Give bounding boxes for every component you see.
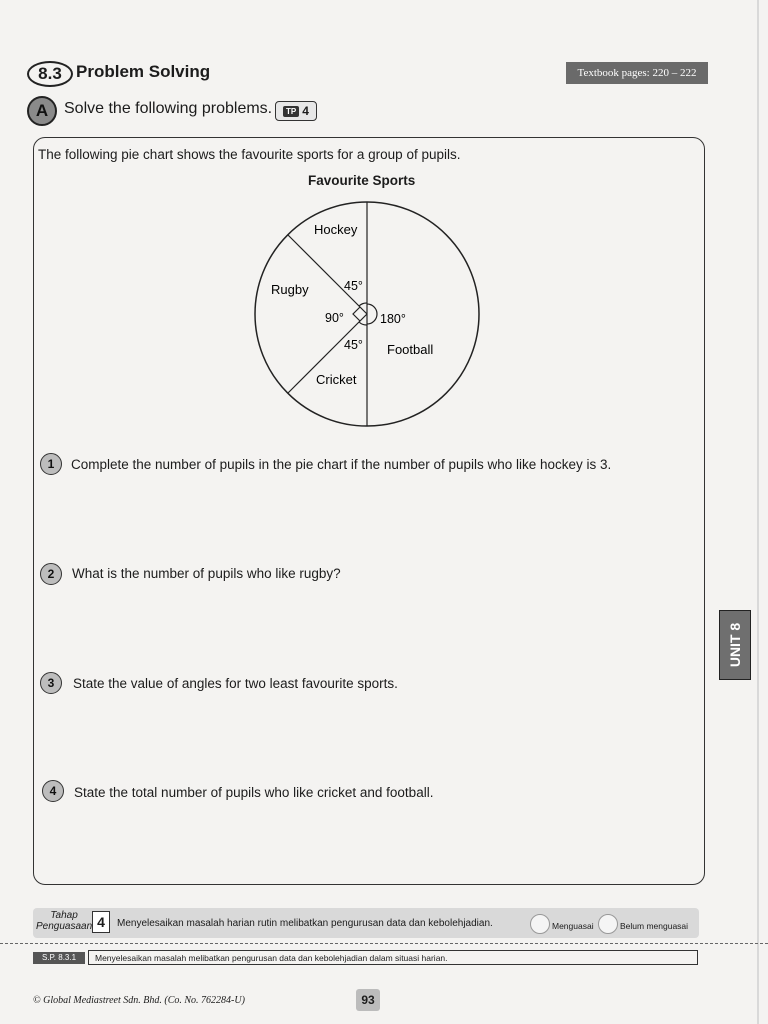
- mastery-level-description: Menyelesaikan masalah harian rutin melibatkan pengurusan data dan kebolehjadian.: [117, 918, 493, 929]
- question-2-text: What is the number of pupils who like rugby?: [72, 566, 341, 581]
- slice-label-football: Football: [387, 342, 434, 357]
- angle-label-hockey: 45°: [344, 279, 363, 293]
- page-number: 93: [356, 989, 380, 1011]
- menguasai-label: Menguasai: [552, 921, 594, 931]
- divider-hockey-rugby: [288, 235, 367, 314]
- mastery-level-label-line1: Tahap: [50, 910, 78, 921]
- section-title: Problem Solving: [76, 62, 211, 81]
- question-3-text: State the value of angles for two least favourite sports.: [73, 676, 398, 691]
- sp-code-badge: S.P. 8.3.1: [33, 952, 85, 964]
- slice-label-hockey: Hockey: [314, 222, 358, 237]
- angle-label-rugby: 90°: [325, 311, 344, 325]
- section-number-badge: 8.3: [27, 61, 73, 87]
- question-4-text: State the total number of pupils who like cricket and football.: [74, 785, 434, 800]
- dashed-divider: [0, 943, 768, 944]
- slice-label-rugby: Rugby: [271, 282, 309, 297]
- chart-title: Favourite Sports: [308, 173, 416, 188]
- mastery-level-label-line2: Penguasaan: [36, 921, 93, 932]
- intro-text: The following pie chart shows the favourite sports for a group of pupils.: [38, 147, 461, 162]
- mastery-level-number: 4: [92, 911, 110, 933]
- tp-label: TP: [283, 106, 299, 117]
- slice-label-cricket: Cricket: [316, 372, 357, 387]
- menguasai-checkbox[interactable]: [530, 914, 550, 934]
- angle-arc-180: [367, 304, 377, 324]
- sp-description: Menyelesaikan masalah melibatkan pengurusan data dan kebolehjadian dalam situasi harian.: [88, 950, 698, 965]
- part-a-badge: A: [27, 96, 57, 126]
- angle-arc-45-bottom: [359, 322, 367, 325]
- tp-badge: [275, 101, 317, 121]
- belum-menguasai-label: Belum menguasai: [620, 921, 689, 931]
- tp-number: 4: [302, 104, 309, 118]
- unit-tab: [719, 610, 751, 680]
- angle-arc-45-top: [359, 303, 367, 306]
- page-edge: [757, 0, 759, 1024]
- question-4-number: 4: [42, 780, 64, 802]
- angle-label-football: 180°: [380, 312, 406, 326]
- question-1-number: 1: [40, 453, 62, 475]
- unit-tab-label: UNIT 8: [727, 622, 743, 668]
- question-1-text: Complete the number of pupils in the pie chart if the number of pupils who like hockey is 3.: [71, 457, 612, 472]
- copyright-text: © Global Mediastreet Sdn. Bhd. (Co. No. 762284-U): [33, 995, 245, 1006]
- angle-label-cricket: 45°: [344, 338, 363, 352]
- part-a-instruction: Solve the following problems.: [64, 100, 273, 117]
- question-2-number: 2: [40, 563, 62, 585]
- belum-menguasai-checkbox[interactable]: [598, 914, 618, 934]
- textbook-pages-label: Textbook pages: 220 – 222: [566, 62, 708, 84]
- angle-square-90: [353, 307, 360, 321]
- pie-chart: [250, 190, 490, 440]
- mastery-level-label: [36, 910, 92, 932]
- question-3-number: 3: [40, 672, 62, 694]
